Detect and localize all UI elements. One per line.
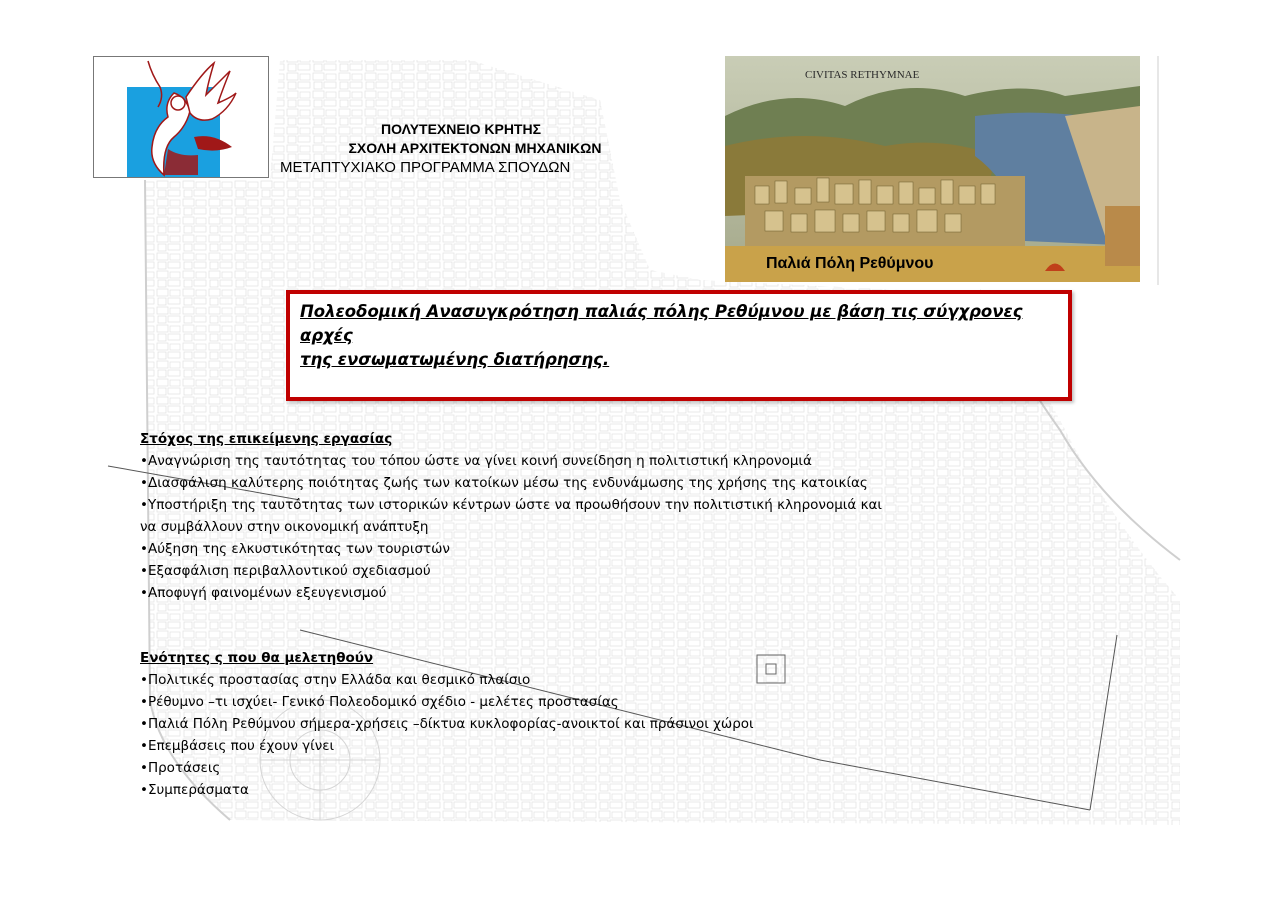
unit-item: •Επεμβάσεις που έχουν γίνει (140, 738, 335, 754)
unit-item: •Προτάσεις (140, 760, 221, 776)
goal-item: •Αποφυγή φαινομένων εξευγενισμού (140, 585, 387, 601)
study-units-section (140, 647, 754, 801)
university-logo (93, 56, 269, 178)
thesis-title-box (286, 290, 1072, 401)
unit-item: •Πολιτικές προστασίας στην Ελλάδα και θεσμικό πλαίσιο (140, 672, 531, 688)
university-name: ΠΟΛΥΤΕΧΝΕΙΟ ΚΡΗΤΗΣ (381, 121, 541, 137)
goals-heading: Στόχος της επικείμενης εργασίας (140, 431, 393, 447)
historic-city-painting-image (725, 56, 1140, 282)
goal-item: •Υποστήριξη της ταυτότητας των ιστορικών κέντρων ώστε να προωθήσουν την πολιτιστική κληρονομιά και (140, 497, 882, 513)
unit-item: •Ρέθυμνο –τι ισχύει- Γενικό Πολεοδομικό σχέδιο - μελέτες προστασίας (140, 694, 619, 710)
goal-item: •Αύξηση της ελκυστικότητας των τουριστών (140, 541, 450, 557)
goals-section (140, 428, 882, 604)
painting-caption: Παλιά Πόλη Ρεθύμνου (766, 255, 934, 272)
polytechnic-crete-logo-icon (94, 57, 268, 177)
goal-item: να συμβάλλουν στην οικονομική ανάπτυξη (140, 519, 429, 535)
school-name: ΣΧΟΛΗ ΑΡΧΙΤΕΚΤΟΝΩΝ ΜΗΧΑΝΙΚΩΝ (348, 140, 602, 156)
goal-item: •Διασφάλιση καλύτερης ποιότητας ζωής των κατοίκων μέσω της ενδυνάμωσης της χρήσης της κατοικίας (140, 475, 868, 491)
goal-item: •Αναγνώριση της ταυτότητας του τόπου ώστε να γίνει κοινή συνείδηση η πολιτιστική κληρονομιά (140, 453, 812, 469)
program-name: ΜΕΤΑΠΤΥΧΙΑΚΟ ΠΡΟΓΡΑΜΜΑ ΣΠΟΥΔΩΝ (280, 159, 571, 176)
units-heading: Ενότητες ς που θα μελετηθούν (140, 650, 374, 666)
rethymno-painting (725, 56, 1140, 282)
thesis-title-line-2: της ενσωματωμένης διατήρησης. (300, 350, 610, 369)
goal-item: •Εξασφάλιση περιβαλλοντικού σχεδιασμού (140, 563, 431, 579)
painting-inscription: CIVITAS RETHYMNAE (805, 69, 920, 81)
thesis-title-line-1: Πολεοδομική Ανασυγκρότηση παλιάς πόλης Ρεθύμνου με βάση τις σύγχρονες αρχές (300, 302, 1023, 345)
unit-item: •Παλιά Πόλη Ρεθύμνου σήμερα-χρήσεις –δίκτυα κυκλοφορίας-ανοικτοί και πράσινοι χώροι (140, 716, 754, 732)
unit-item: •Συμπεράσματα (140, 782, 249, 798)
institution-header (280, 120, 630, 177)
